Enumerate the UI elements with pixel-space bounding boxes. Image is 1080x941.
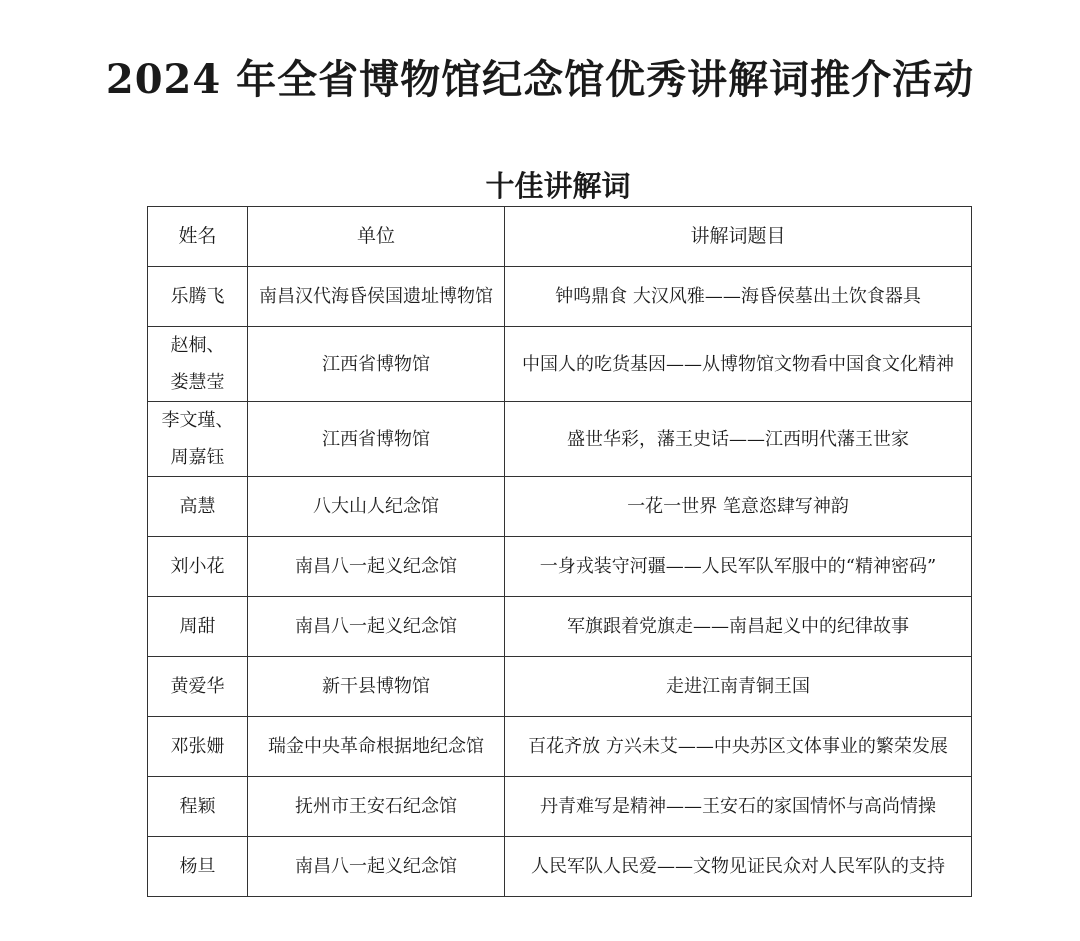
- cell-topic: 一身戎装守河疆——人民军队军服中的“精神密码”: [505, 537, 972, 597]
- cell-topic: 走进江南青铜王国: [505, 657, 972, 717]
- cell-name-text: 李文瑾、周嘉钰: [161, 410, 234, 468]
- document-title: 2024 年全省博物馆纪念馆优秀讲解词推介活动: [105, 56, 975, 103]
- cell-topic: 盛世华彩，藩王史话——江西明代藩王世家: [505, 402, 972, 477]
- table-row: [148, 477, 972, 537]
- table-row: [148, 267, 972, 327]
- table-row: [148, 777, 972, 837]
- cell-topic: 人民军队人民爱——文物见证民众对人民军队的支持: [505, 837, 972, 897]
- cell-unit: 江西省博物馆: [248, 327, 505, 402]
- table-row: [148, 402, 972, 477]
- cell-name: 邓张姗: [148, 717, 248, 777]
- cell-unit: 江西省博物馆: [248, 402, 505, 477]
- table-row: [148, 597, 972, 657]
- cell-name: 刘小花: [148, 537, 248, 597]
- table-row: [148, 717, 972, 777]
- cell-topic: 军旗跟着党旗走——南昌起义中的纪律故事: [505, 597, 972, 657]
- cell-unit: 南昌八一起义纪念馆: [248, 597, 505, 657]
- cell-topic: 钟鸣鼎食 大汉风雅——海昏侯墓出土饮食器具: [505, 267, 972, 327]
- cell-topic: 丹青难写是精神——王安石的家国情怀与高尚情操: [505, 777, 972, 837]
- cell-unit: 南昌八一起义纪念馆: [248, 537, 505, 597]
- table-header-row: [148, 207, 972, 267]
- cell-name: 黄爱华: [148, 657, 248, 717]
- cell-name: 杨旦: [148, 837, 248, 897]
- cell-name-text: 赵桐、娄慧莹: [170, 335, 225, 393]
- cell-unit: 八大山人纪念馆: [248, 477, 505, 537]
- cell-unit: 瑞金中央革命根据地纪念馆: [248, 717, 505, 777]
- table-title: 十佳讲解词: [485, 169, 631, 203]
- header-topic: 讲解词题目: [505, 207, 972, 267]
- cell-name: 周甜: [148, 597, 248, 657]
- table-row: [148, 537, 972, 597]
- table-row: [148, 327, 972, 402]
- cell-name: 程颖: [148, 777, 248, 837]
- cell-unit: 新干县博物馆: [248, 657, 505, 717]
- header-unit: 单位: [248, 207, 505, 267]
- cell-name: 乐腾飞: [148, 267, 248, 327]
- awards-table: [147, 206, 972, 897]
- header-name: 姓名: [148, 207, 248, 267]
- table-row: [148, 837, 972, 897]
- cell-unit: 南昌八一起义纪念馆: [248, 837, 505, 897]
- cell-topic: 中国人的吃货基因——从博物馆文物看中国食文化精神: [505, 327, 972, 402]
- cell-unit: 抚州市王安石纪念馆: [248, 777, 505, 837]
- cell-name: [148, 327, 248, 402]
- cell-name: 高慧: [148, 477, 248, 537]
- cell-topic: 一花一世界 笔意恣肆写神韵: [505, 477, 972, 537]
- cell-name: [148, 402, 248, 477]
- cell-unit: 南昌汉代海昏侯国遗址博物馆: [248, 267, 505, 327]
- cell-topic: 百花齐放 方兴未艾——中央苏区文体事业的繁荣发展: [505, 717, 972, 777]
- table-row: [148, 657, 972, 717]
